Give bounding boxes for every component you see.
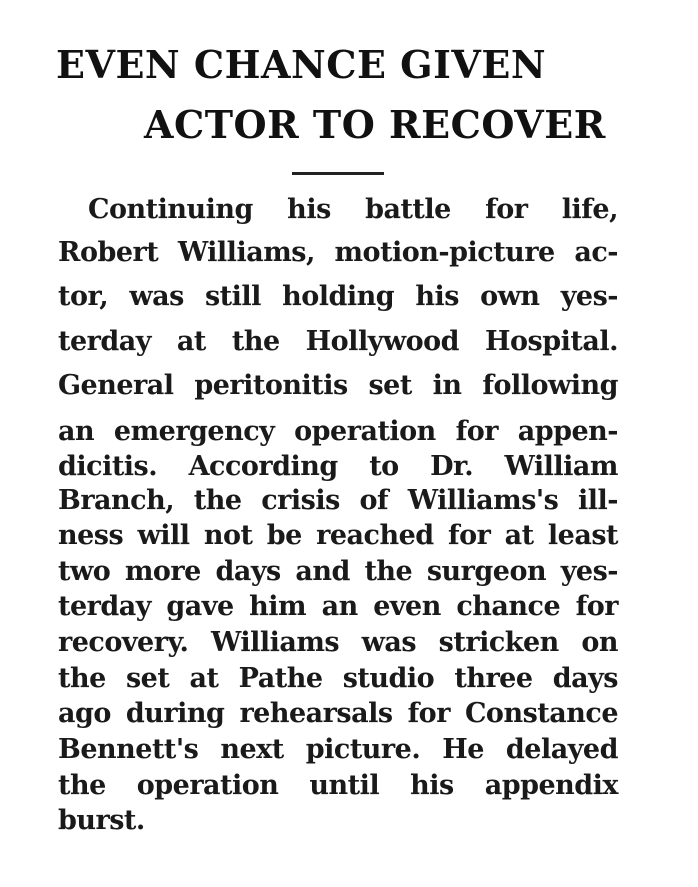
body-line: Continuing his battle for life, [88,194,618,225]
body-line: an emergency operation for appen- [58,416,618,447]
body-line: the set at Pathe studio three days [58,663,618,694]
body-line: General peritonitis set in following [58,370,618,401]
body-line: recovery. Williams was stricken on [58,627,618,658]
body-line: dicitis. According to Dr. William [58,451,618,482]
body-line: Bennett's next picture. He delayed [58,734,618,765]
body-line: terday at the Hollywood Hospital. [58,326,618,357]
body-line: ness will not be reached for at least [58,520,618,551]
body-line: tor, was still holding his own yes- [58,281,618,312]
body-line: Branch, the crisis of Williams's ill- [58,485,618,516]
body-line: two more days and the surgeon yes- [58,556,618,587]
headline-line-1: EVEN CHANCE GIVEN [56,42,547,87]
body-line: ago during rehearsals for Constance [58,698,618,729]
headline-divider [292,172,384,175]
body-line: terday gave him an even chance for [58,591,618,622]
body-line: burst. [58,805,145,836]
body-line: the operation until his appendix [58,770,618,801]
body-line: Robert Williams, motion-picture ac- [58,237,618,268]
headline-line-2: ACTOR TO RECOVER [144,102,606,147]
